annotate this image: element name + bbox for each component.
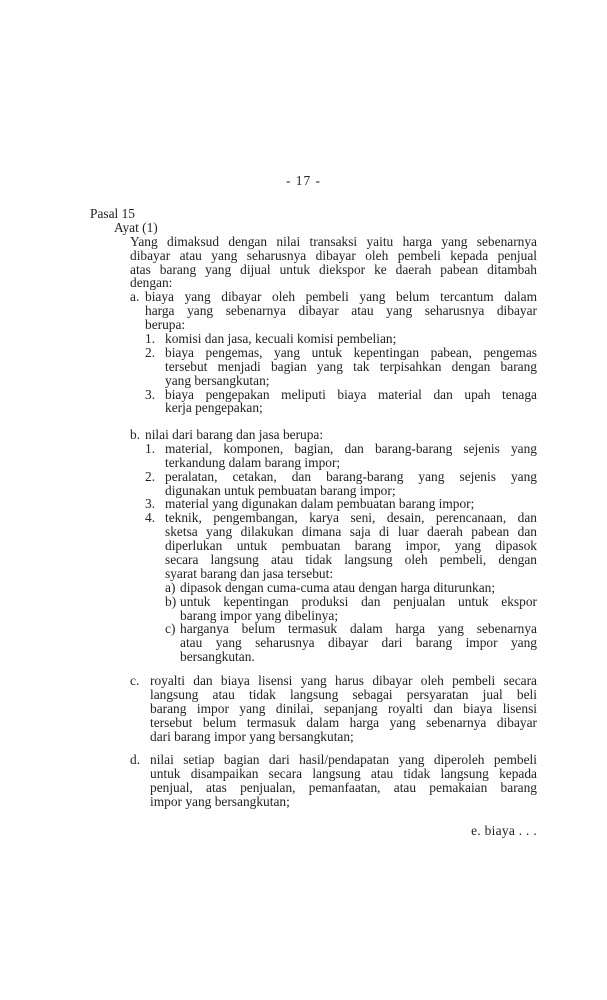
paragraph-text: barang impor yang dibelinya; [180,607,339,623]
paragraph-text: sketsa yang dilakukan dimana saja di luar daerah pabean dan [165,524,537,540]
section-c [0,674,607,743]
list-marker: 1. [145,331,156,347]
text-line [0,221,607,235]
paragraph-text: diperlukan untuk pembuatan barang impor, yang dipasok [165,538,537,554]
paragraph-text: biaya pengepakan meliputi biaya material dan upah tenaga [165,386,537,402]
text-line [0,428,607,442]
paragraph-text: bersangkutan. [180,649,255,665]
list-marker: c) [165,621,176,637]
section-intro [0,207,607,415]
text-line [0,650,607,664]
text-line [0,388,607,402]
text-line [0,753,607,767]
list-marker: 3. [145,496,156,512]
text-line [0,346,607,360]
list-marker: 3. [145,386,156,402]
paragraph-text: harga yang sebenarnya dibayar atau yang seharusnya dibayar [145,303,537,319]
list-marker: a. [130,289,140,305]
text-line [0,456,607,470]
paragraph-text: barang impor yang dinilai, sepanjang royalti dan biaya lisensi [150,700,537,716]
text-line [0,702,607,716]
paragraph-text: penjual, atas penjualan, pemanfaatan, atau pemakaian barang [150,779,537,795]
paragraph-text: dari barang impor yang bersangkutan; [150,728,354,744]
paragraph-text: Yang dimaksud dengan nilai transaksi yaitu harga yang sebenarnya [130,233,537,249]
text-line [0,553,607,567]
paragraph-text: tersebut menjadi bagian yang tak terpisahkan dengan barang [165,358,537,374]
text-line [0,581,607,595]
text-line [0,781,607,795]
paragraph-text: dibayar atau yang seharusnya dibayar oleh pembeli kepada penjual [130,247,537,263]
paragraph-text: material yang digunakan dalam pembuatan barang impor; [165,496,475,512]
text-line [0,235,607,249]
text-line [0,442,607,456]
paragraph-text: dengan: [130,275,173,291]
list-marker: d. [130,752,141,767]
text-line [0,595,607,609]
section-b [0,428,607,664]
paragraph-text: Pasal 15 [90,206,136,221]
paragraph-text: nilai setiap bagian dari hasil/pendapatan yang diperoleh pembeli [150,752,537,767]
text-line [0,207,607,221]
text-line [0,688,607,702]
text-line [0,318,607,332]
text-line [0,539,607,553]
list-marker: b) [165,593,177,609]
list-marker: 1. [145,440,156,456]
paragraph-text: harganya belum termasuk dalam harga yang sebenarnya [180,621,537,637]
text-line [0,674,607,688]
paragraph-text: material, komponen, bagian, dan barang-barang sejenis yang [165,440,537,456]
paragraph-text: nilai dari barang dan jasa berupa: [145,427,324,442]
paragraph-text: untuk disampaikan secara langsung atau tidak langsung kepada [150,765,537,781]
text-line [0,304,607,318]
paragraph-text: teknik, pengembangan, karya seni, desain, perencanaan, dan [165,510,537,526]
text-line [0,622,607,636]
paragraph-text: langsung atau tidak langsung sebagai persyaratan jual beli [150,686,537,702]
list-marker: 2. [145,468,156,484]
list-marker: 4. [145,510,156,526]
paragraph-text: kerja pengepakan; [165,400,263,416]
text-line [0,767,607,781]
list-marker: b. [130,427,141,442]
text-line [0,401,607,415]
page-number: - 17 - [285,173,321,188]
paragraph-text: untuk kepentingan produksi dan penjualan untuk ekspor [180,593,537,609]
text-line [0,484,607,498]
text-line [0,332,607,346]
text-line [0,511,607,525]
text-line [0,276,607,290]
text-line [0,609,607,623]
paragraph-text: berupa: [145,317,186,333]
text-line [0,567,607,581]
list-marker: 2. [145,344,156,360]
list-marker: c. [130,673,140,688]
text-line [0,374,607,388]
section-d [0,753,607,809]
paragraph-text: atas barang yang dijual untuk diekspor ke daerah pabean ditambah [130,261,537,277]
continuation-marker: e. biaya . . . [471,823,537,838]
paragraph-text: dipasok dengan cuma-cuma atau dengan harga diturunkan; [180,579,496,595]
paragraph-text: peralatan, cetakan, dan barang-barang yang sejenis yang [165,468,537,484]
paragraph-text: tersebut belum termasuk dalam harga yang sebenarnya dibayar [150,714,537,730]
text-line [0,263,607,277]
paragraph-text: royalti dan biaya lisensi yang harus dibayar oleh pembeli secara [150,673,537,688]
paragraph-text: biaya yang dibayar oleh pembeli yang belum tercantum dalam [145,289,537,305]
text-line [0,360,607,374]
paragraph-text: atau yang seharusnya dibayar dari barang impor yang [180,635,537,651]
paragraph-text: syarat barang dan jasa tersebut: [165,565,334,581]
text-line [0,636,607,650]
paragraph-text: Ayat (1) [114,219,158,235]
paragraph-text: biaya pengemas, yang untuk kepentingan pabean, pengemas [165,344,537,360]
paragraph-text: impor yang bersangkutan; [150,793,290,809]
text-line [0,290,607,304]
list-marker: a) [165,579,176,595]
text-line [0,716,607,730]
text-line [0,525,607,539]
paragraph-text: terkandung dalam barang impor; [165,454,341,470]
text-line [0,470,607,484]
text-line [0,795,607,809]
paragraph-text: digunakan untuk pembuatan barang impor; [165,482,396,498]
text-line [0,497,607,511]
text-line [0,730,607,744]
paragraph-text: yang bersangkutan; [165,372,270,388]
paragraph-text: secara langsung atau tidak langsung oleh pembeli, dengan [165,552,537,568]
paragraph-text: komisi dan jasa, kecuali komisi pembelian; [165,331,397,347]
text-line [0,249,607,263]
